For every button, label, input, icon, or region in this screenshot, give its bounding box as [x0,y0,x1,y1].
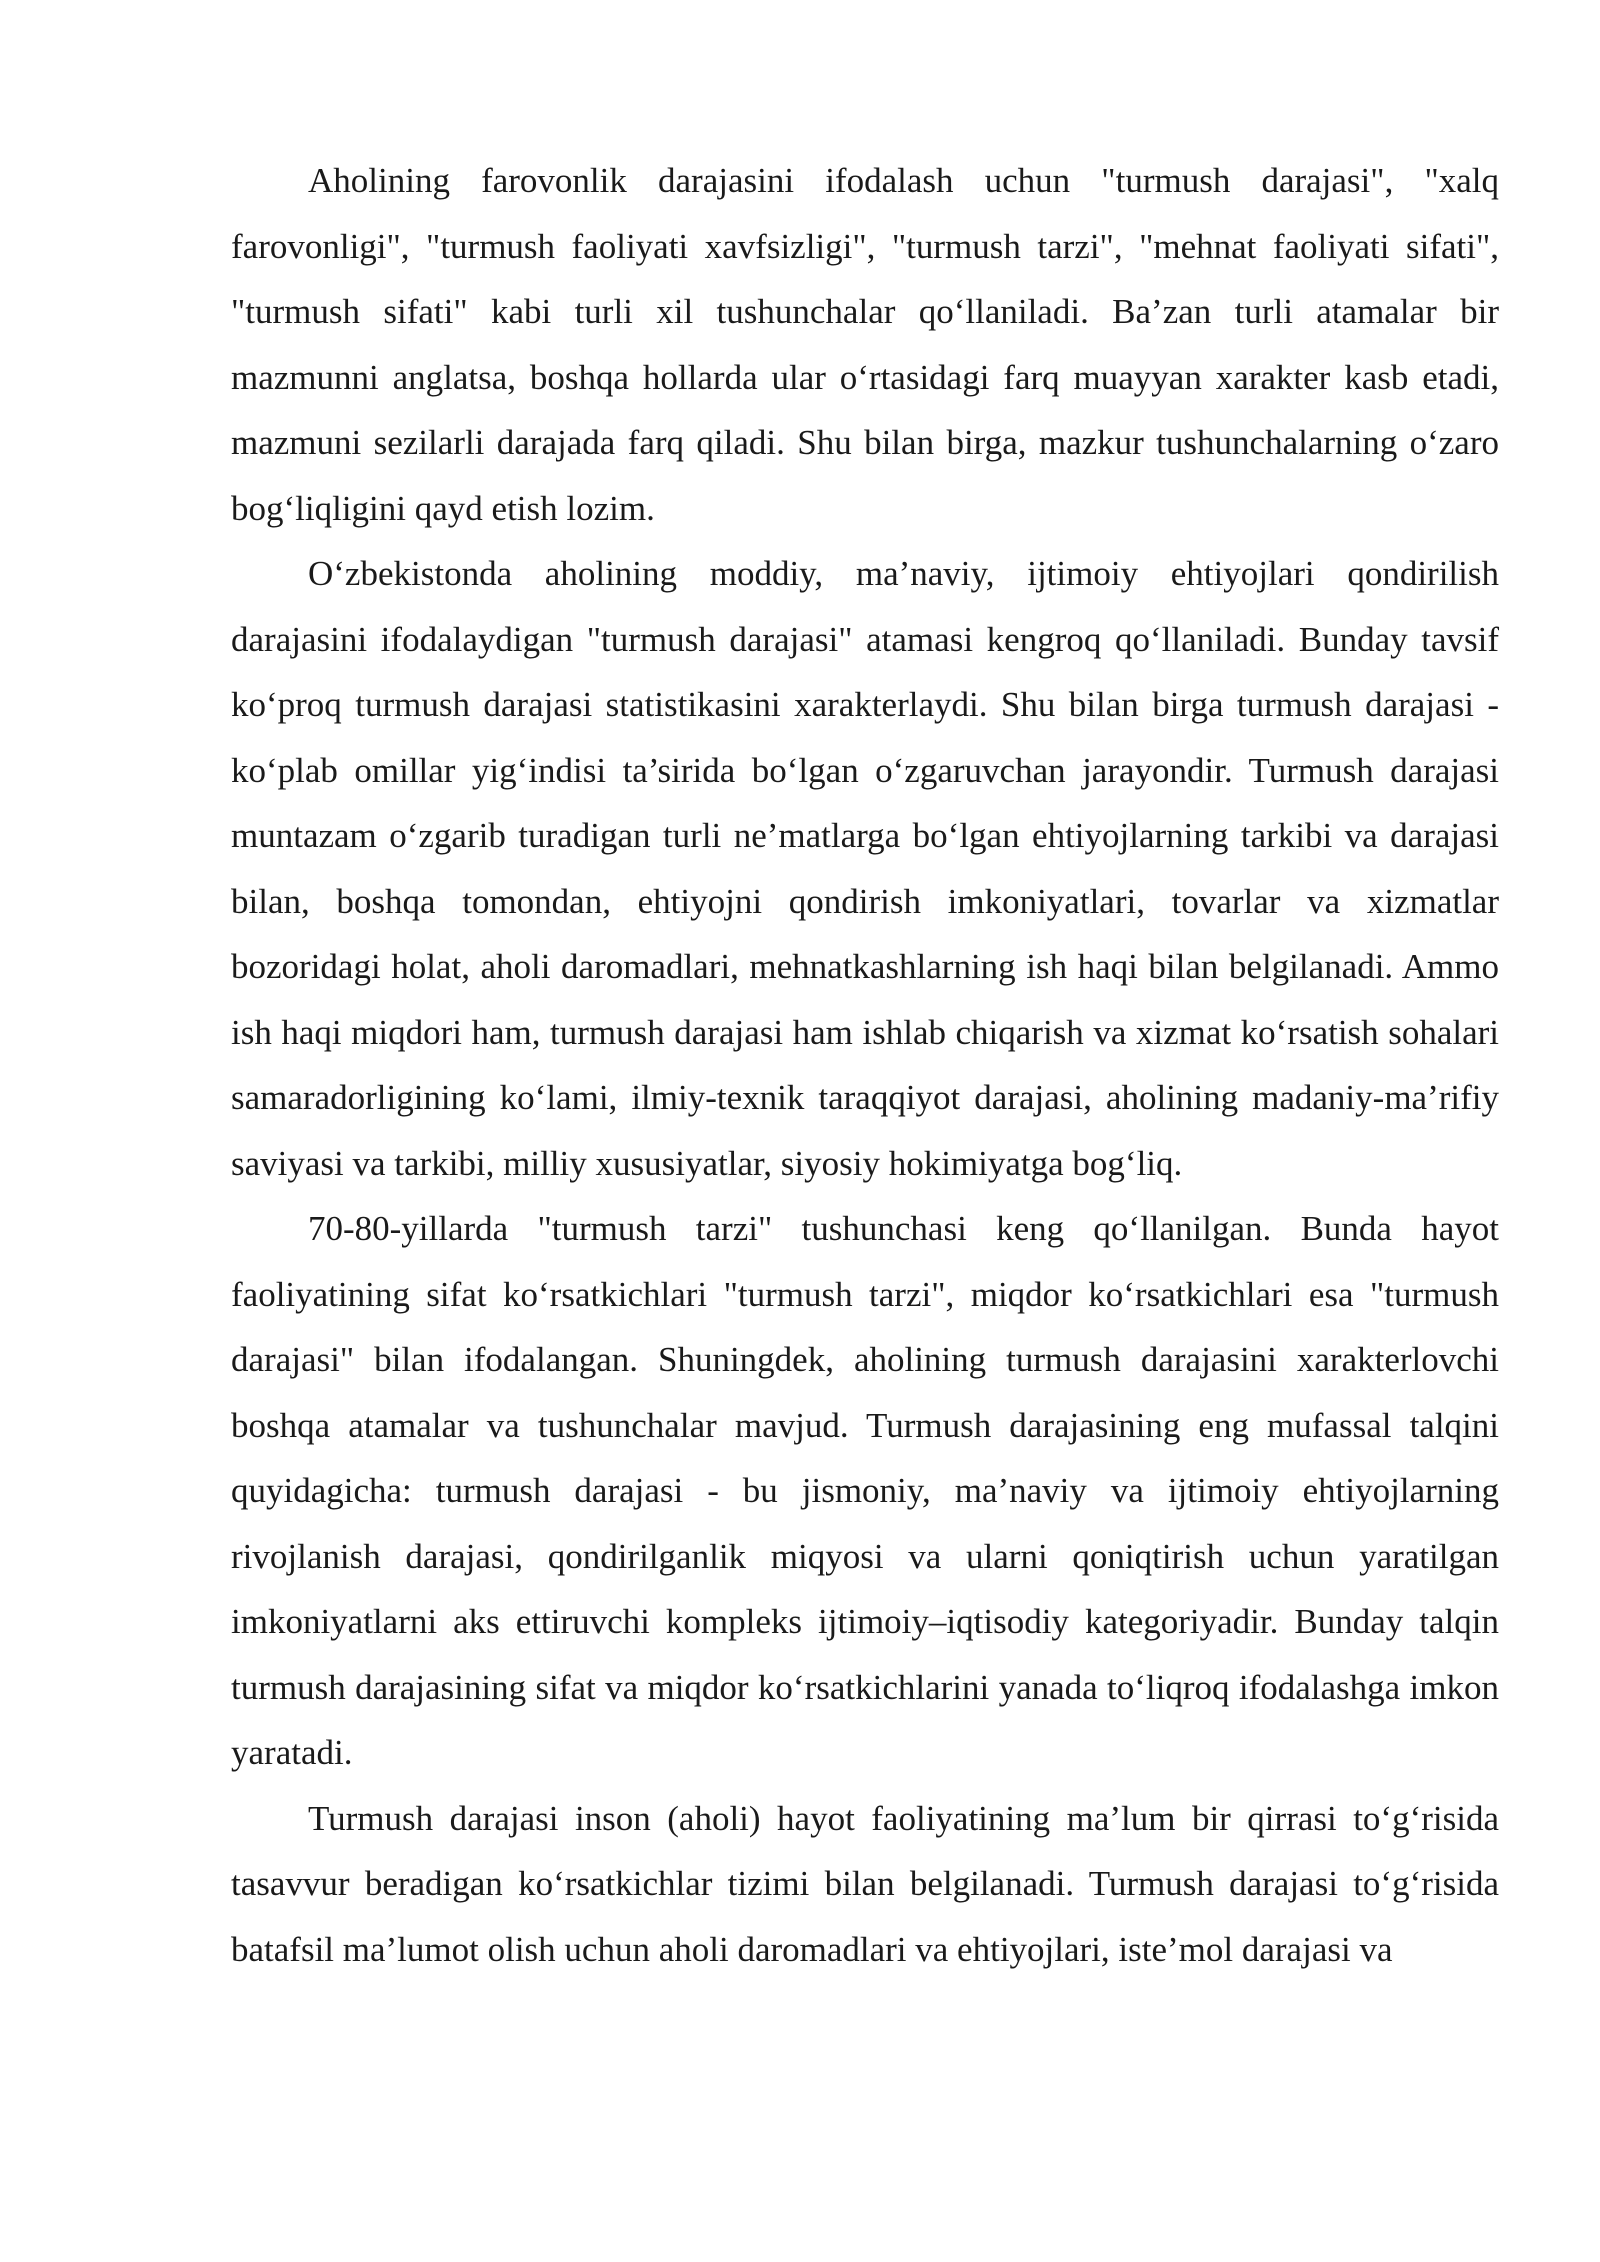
document-body [231,148,1499,1982]
paragraph-4: Turmush darajasi inson (aholi) hayot faoliyatining ma’lum bir qirrasi to‘g‘risida tasavvur beradigan ko‘rsatkichlar tizimi bilan belgilanadi. Turmush darajasi to‘g‘risida batafsil ma’lumot olish uchun aholi daromadlari va ehtiyojlari, iste’mol darajasi va [231,1798,1499,1969]
paragraph-1: Aholining farovonlik darajasini ifodalash uchun "turmush darajasi", "xalq farovonligi", "turmush faoliyati xavfsizligi", "turmush tarzi", "mehnat faoliyati sifati", "turmush sifati" kabi turli xil tushunchalar qo‘llaniladi. Ba’zan turli atamalar bir mazmunni anglatsa, boshqa hollarda ular o‘rtasidagi farq muayyan xarakter kasb etadi, mazmuni sezilarli darajada farq qiladi. Shu bilan birga, mazkur tushunchalarning o‘zaro bog‘liqligini qayd etish lozim. [231,161,1499,528]
paragraph-3: 70-80-yillarda "turmush tarzi" tushunchasi keng qo‘llanilgan. Bunda hayot faoliyatining sifat ko‘rsatkichlari "turmush tarzi", miqdor ko‘rsatkichlari esa "turmush darajasi" bilan ifodalangan. Shuningdek, aholining turmush darajasini xarakterlovchi boshqa atamalar va tushunchalar mavjud. Turmush darajasining eng mufassal talqini quyidagicha: turmush darajasi - bu jismoniy, ma’naviy va ijtimoiy ehtiyojlarning rivojlanish darajasi, qondirilganlik miqyosi va ularni qoniqtirish uchun yaratilgan imkoniyatlarni aks ettiruvchi kompleks ijtimoiy–iqtisodiy kategoriyadir. Bunday talqin turmush darajasining sifat va miqdor ko‘rsatkichlarini yanada to‘liqroq ifodalashga imkon yaratadi. [231,1209,1499,1772]
paragraph-2: O‘zbekistonda aholining moddiy, ma’naviy, ijtimoiy ehtiyojlari qondirilish darajasini ifodalaydigan "turmush darajasi" atamasi kengroq qo‘llaniladi. Bunday tavsif ko‘proq turmush darajasi statistikasini xarakterlaydi. Shu bilan birga turmush darajasi - ko‘plab omillar yig‘indisi ta’sirida bo‘lgan o‘zgaruvchan jarayondir. Turmush darajasi muntazam o‘zgarib turadigan turli ne’matlarga bo‘lgan ehtiyojlarning tarkibi va darajasi bilan, boshqa tomondan, ehtiyojni qondirish imkoniyatlari, tovarlar va xizmatlar bozoridagi holat, aholi daromadlari, mehnatkashlarning ish haqi bilan belgilanadi. Ammo ish haqi miqdori ham, turmush darajasi ham ishlab chiqarish va xizmat ko‘rsatish sohalari samaradorligining ko‘lami, ilmiy-texnik taraqqiyot darajasi, aholining madaniy-ma’rifiy saviyasi va tarkibi, milliy xususiyatlar, siyosiy hokimiyatga bog‘liq. [231,554,1499,1183]
